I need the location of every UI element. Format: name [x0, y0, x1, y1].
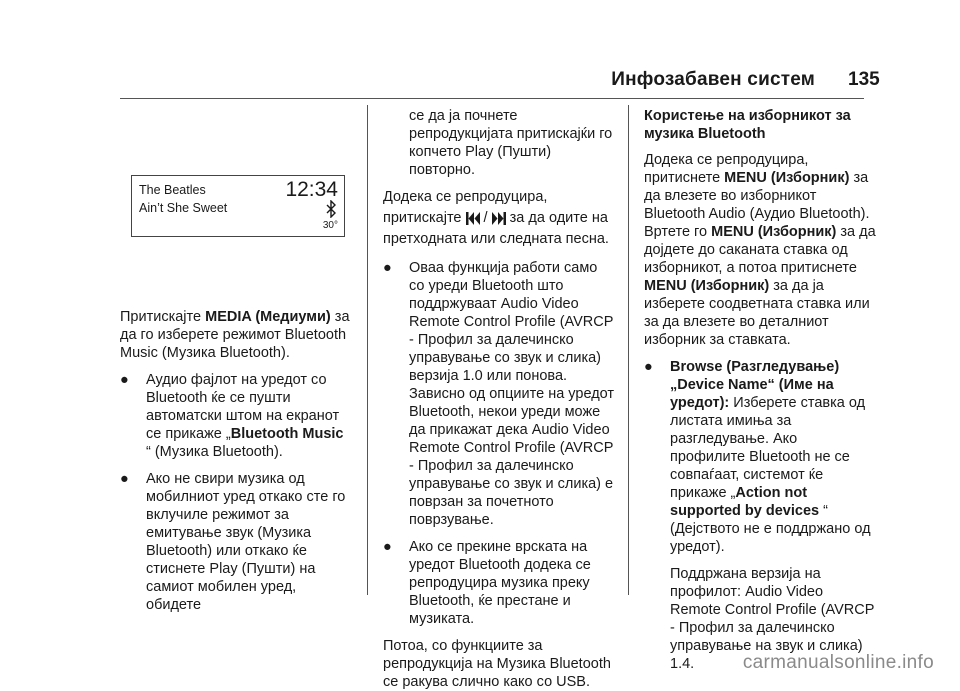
column-divider-1 — [367, 105, 368, 595]
menu-label: MENU (Изборник) — [644, 278, 770, 294]
column-3 — [644, 107, 876, 673]
page-number: 135 — [848, 69, 880, 90]
radio-display — [131, 175, 345, 237]
text-run: Ако не свири музика од мобилниот уред откако сте го вклучиле режимот за емитување звук (Музика Bluetooth) или откако ќе стиснете Play (Пушти) на самиот мобилен уред, обидете — [146, 471, 346, 613]
bullet-mark: ● — [120, 372, 129, 388]
paragraph-profile-version: Поддржана верзија на профилот: Audio Video Remote Control Profile (AVRCP - Профил за далечинско управување на звук и слика) 1.4. — [670, 566, 875, 672]
text-run: Аудио фајлот на уредот со Bluetooth ќе се пушти автоматски штом на екранот се прикаже „ — [146, 372, 340, 442]
display-song: Ain’t She Sweet — [139, 201, 228, 215]
bullet-mark: ● — [383, 260, 392, 276]
header-rule — [120, 98, 864, 99]
paragraph-skip — [383, 187, 615, 250]
page-header-title: Инфозабавен систем — [611, 69, 815, 90]
bullet-mark: ● — [383, 539, 392, 555]
column-2 — [383, 107, 615, 691]
column-1 — [120, 308, 352, 614]
menu-label: MENU (Изборник) — [724, 170, 850, 186]
paragraph-usb: Потоа, со функциите за репродукција на Музика Bluetooth се ракува слично како со USB. — [383, 638, 611, 690]
display-clock: 12:34 — [285, 178, 338, 201]
separator: / — [479, 210, 492, 226]
browse-label: Browse (Разгледување) „Device Name“ (Име на уредот): — [670, 359, 840, 411]
display-artist: The Beatles — [139, 183, 206, 197]
paragraph-menu — [644, 151, 876, 349]
bullet-mark: ● — [120, 471, 129, 487]
text-run: за да го изберете режимот Bluetooth Music (Музика Bluetooth). — [120, 309, 350, 361]
text-run: Ако се прекине врската на уредот Bluetooth додека се репродуцира музика преку Bluetooth, ќе престане и музиката. — [409, 539, 591, 627]
action-not-supported-label: Action not supported by devices — [670, 485, 820, 519]
text-run: Додека се репродуцира, притискајте — [383, 189, 548, 226]
media-button-label: MEDIA (Медиуми) — [205, 309, 331, 325]
skip-forward-icon — [492, 212, 506, 225]
bluetooth-music-label: Bluetooth Music — [230, 426, 344, 442]
text-run: “ (Дејството не е поддржано од уредот). — [670, 503, 871, 555]
bullet-avrcp — [383, 259, 615, 529]
text-run: за да влезете во изборникот Bluetooth Audio (Аудио Bluetooth). Вртете го — [644, 170, 870, 240]
column-divider-2 — [628, 105, 629, 595]
paragraph-continuation: се да ја почнете репродукцијата притискајќи го копчето Play (Пушти) повторно. — [409, 108, 613, 178]
text-run: “ (Музика Bluetooth). — [146, 444, 283, 460]
bullet-no-music — [120, 470, 352, 614]
paragraph-media — [120, 308, 352, 362]
bullet-browse — [644, 358, 876, 556]
bullet-auto-play — [120, 371, 352, 461]
bluetooth-icon — [325, 200, 337, 218]
text-run: Оваа функција работи само со уреди Bluetooth што поддржуваат Audio Video Remote Control Profile (AVRCP - Профил за далечинско управување со звук и слика) верзија 1.0 или понова. Зависно од опциите на уредот Bluetooth, некои уреди може да прикажат дека Audio Video Remote Control Profile (AVRCP - Профил за далечинско управување со звук и слика) е поврзан за почетното поврзување. — [409, 260, 615, 528]
menu-label: MENU (Изборник) — [711, 224, 837, 240]
watermark: carmanualsonline.info — [742, 652, 934, 673]
text-run: за да дојдете до саканата ставка од изборникот, а потоа притиснете — [644, 224, 876, 276]
bullet-disconnect — [383, 538, 615, 628]
display-temperature: 30° — [322, 220, 338, 231]
text-run: Притискајте — [120, 309, 206, 325]
text-run: Додека се репродуцира, притиснете — [644, 152, 809, 186]
skip-back-icon — [466, 212, 480, 225]
text-run: за да одите на претходната или следната песна. — [383, 210, 609, 247]
bullet-mark: ● — [644, 359, 653, 375]
text-run: Изберете ставка од листата имиња за разгледување. Ако профилите Bluetooth не се совпаѓаат, системот ќе прикаже „ — [670, 395, 866, 501]
text-run: за да ја изберете соодветната ставка или за да влезете во деталниот изборник за ставката. — [644, 278, 870, 348]
section-heading: Користење на изборникот за музика Bluetooth — [644, 108, 851, 142]
